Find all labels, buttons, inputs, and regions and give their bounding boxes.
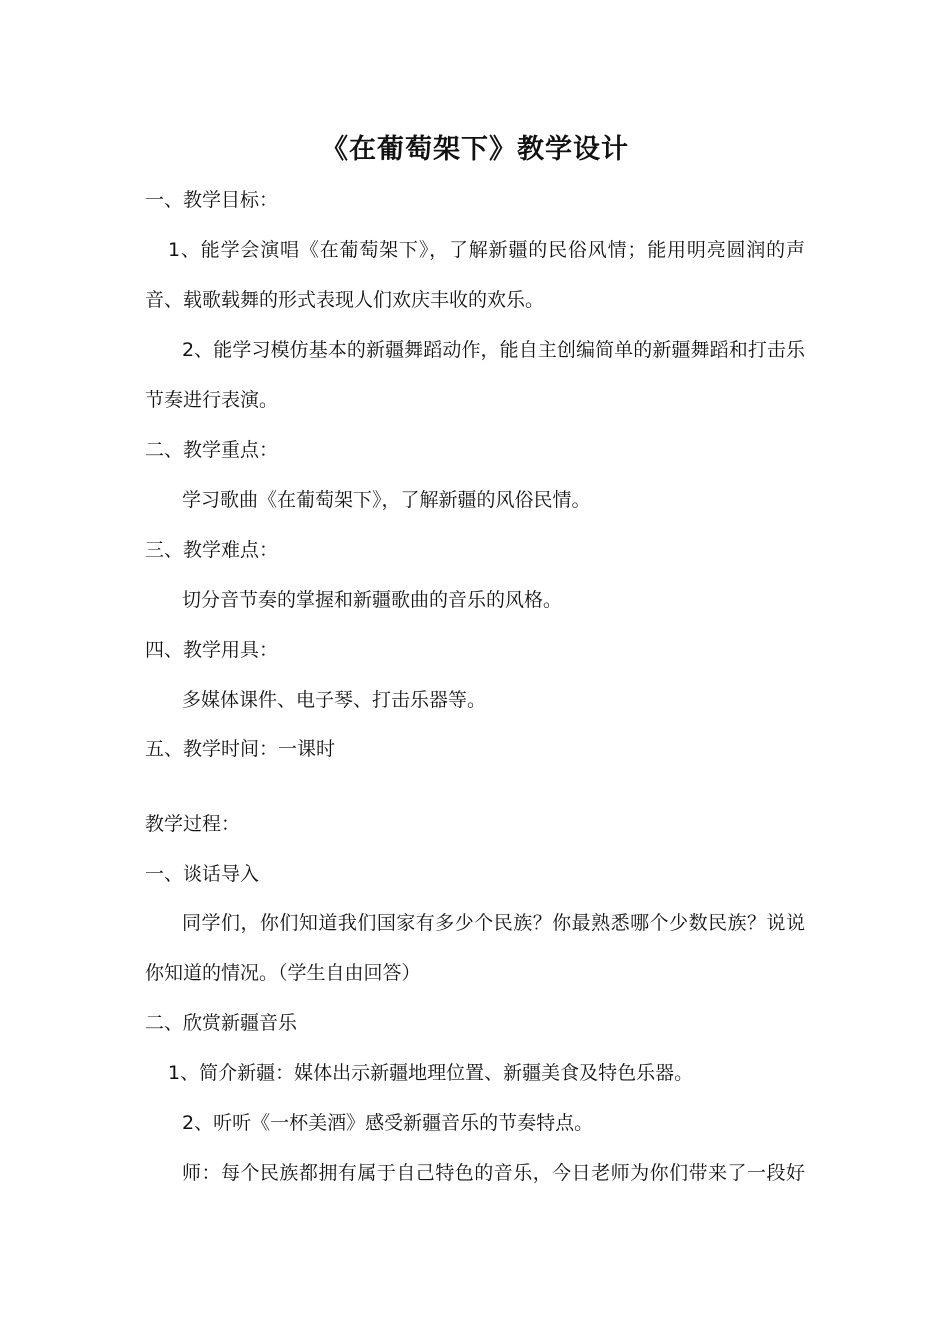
section-heading-time: 五、教学时间：一课时 xyxy=(145,738,336,760)
paragraph-line: 音、载歌载舞的形式表现人们欢庆丰收的欢乐。 xyxy=(145,289,545,311)
paragraph-line: 1、能学会演唱《在葡萄架下》，了解新疆的民俗风情；能用明亮圆润的声 xyxy=(168,239,805,261)
paragraph-line: 你知道的情况。（学生自由回答） xyxy=(145,962,421,984)
section-heading-difficulties: 三、教学难点： xyxy=(145,539,279,561)
paragraph-line: 多媒体课件、电子琴、打击乐器等。 xyxy=(182,689,487,711)
section-heading-intro: 一、谈话导入 xyxy=(145,863,260,885)
paragraph-line: 2、能学习模仿基本的新疆舞蹈动作，能自主创编简单的新疆舞蹈和打击乐 xyxy=(182,339,805,361)
paragraph-line: 同学们，你们知道我们国家有多少个民族？你最熟悉哪个少数民族？说说 xyxy=(182,912,805,934)
paragraph-line: 节奏进行表演。 xyxy=(145,389,279,411)
section-heading-key-points: 二、教学重点： xyxy=(145,439,279,461)
section-heading-objectives: 一、教学目标： xyxy=(145,189,279,211)
document-title: 《在葡萄架下》教学设计 xyxy=(321,134,629,165)
section-heading-appreciation: 二、欣赏新疆音乐 xyxy=(145,1012,298,1034)
section-heading-tools: 四、教学用具： xyxy=(145,639,279,661)
paragraph-line: 学习歌曲《在葡萄架下》，了解新疆的风俗民情。 xyxy=(182,489,591,511)
paragraph-line: 切分音节奏的掌握和新疆歌曲的音乐的风格。 xyxy=(182,589,563,611)
section-heading-process: 教学过程： xyxy=(145,813,241,835)
paragraph-line: 2、听听《一杯美酒》感受新疆音乐的节奏特点。 xyxy=(182,1112,594,1134)
paragraph-line: 师：每个民族都拥有属于自己特色的音乐，今日老师为你们带来了一段好 xyxy=(182,1162,805,1184)
paragraph-line: 1、简介新疆：媒体出示新疆地理位置、新疆美食及特色乐器。 xyxy=(168,1062,694,1084)
